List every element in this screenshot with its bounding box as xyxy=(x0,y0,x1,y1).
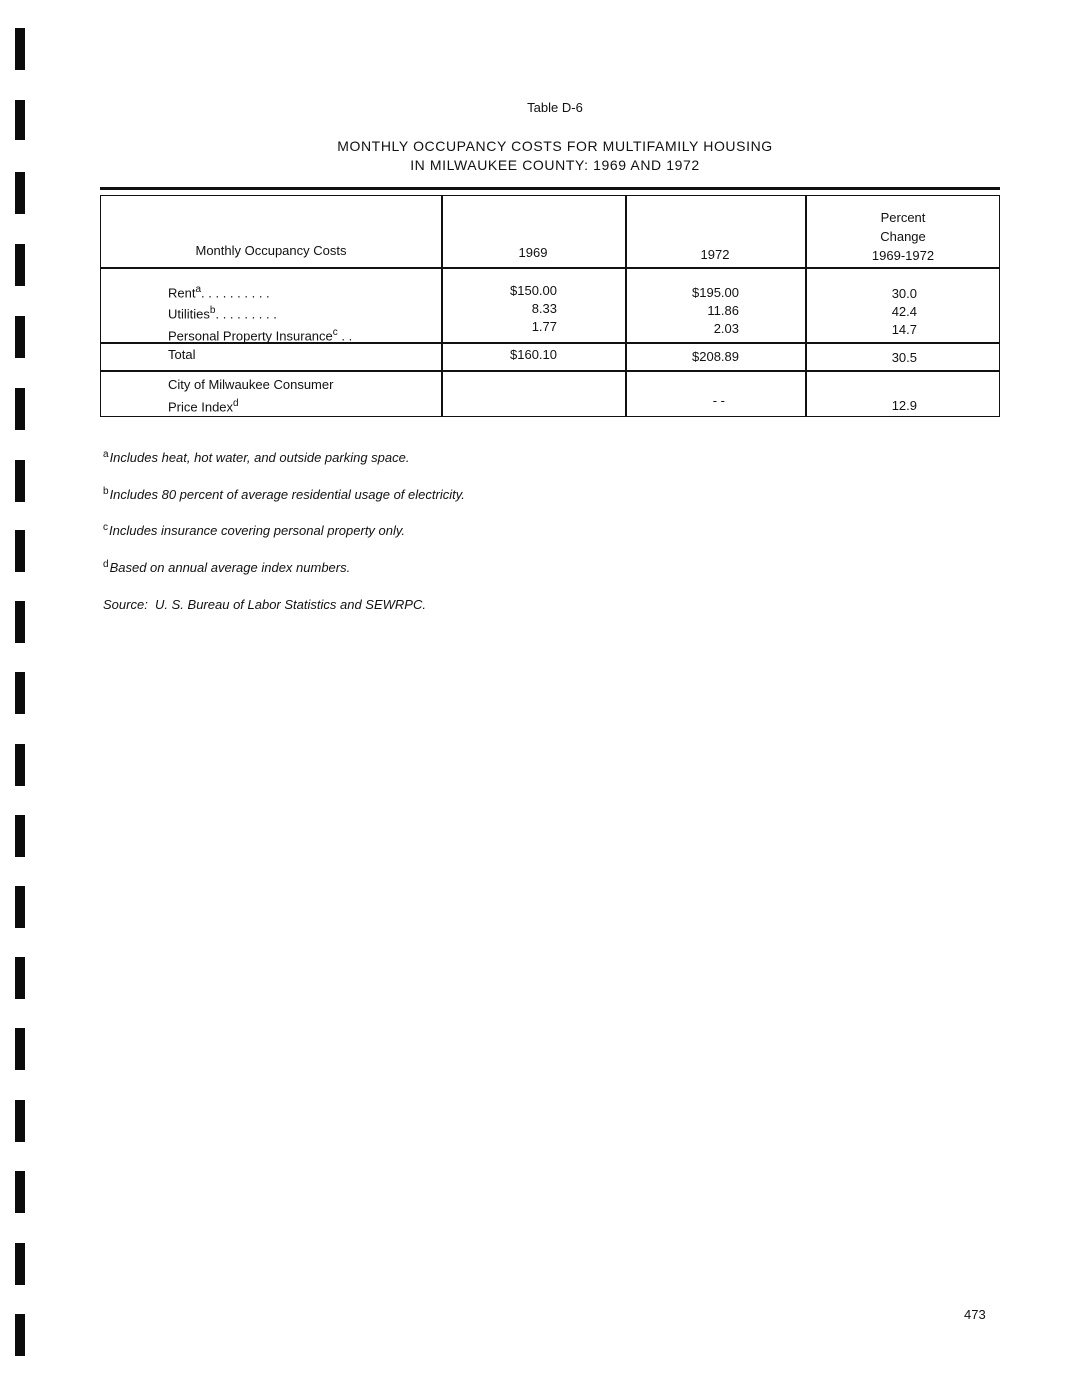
binding-mark xyxy=(15,1171,25,1213)
cpi-label-line-1: City of Milwaukee Consumer xyxy=(168,377,334,392)
binding-mark xyxy=(15,460,25,502)
footnote-a xyxy=(103,449,409,465)
binding-mark xyxy=(15,886,25,928)
dot-leader: . . xyxy=(337,327,353,343)
binding-mark xyxy=(15,815,25,857)
row-labels xyxy=(168,281,441,345)
footnote-b xyxy=(103,486,465,502)
binding-mark xyxy=(15,672,25,714)
header-years-line: 1969-1972 xyxy=(871,248,935,263)
table-label: Table D-6 xyxy=(527,100,583,115)
dot-leader: . . . . . . . . . xyxy=(215,306,277,322)
footnote-mark: a xyxy=(195,284,202,295)
value-1969: 1.77 xyxy=(531,319,557,334)
footnote-text: Includes 80 percent of average residential usage of electricity. xyxy=(109,487,465,502)
dot-leader: . . . . . . . . . . xyxy=(201,285,270,301)
header-stub: Monthly Occupancy Costs xyxy=(195,243,347,258)
total-percent: 30.5 xyxy=(891,350,917,365)
table-title-line-2: IN MILWAUKEE COUNTY: 1969 AND 1972 xyxy=(410,157,700,173)
binding-mark xyxy=(15,1243,25,1285)
binding-mark xyxy=(15,744,25,786)
total-divider-bottom xyxy=(101,370,999,372)
row-label-text: Personal Property Insurance xyxy=(168,327,333,343)
column-percent-values xyxy=(805,285,917,339)
binding-mark xyxy=(15,388,25,430)
footnote-text: Includes insurance covering personal property only. xyxy=(109,523,406,538)
footnote-mark: d xyxy=(103,559,109,570)
value-1972: 2.03 xyxy=(713,321,739,336)
value-1972: $195.00 xyxy=(692,285,739,300)
row-label-insurance xyxy=(168,324,441,345)
table-top-rule xyxy=(100,187,1000,190)
binding-mark xyxy=(15,172,25,214)
cpi-1972: - - xyxy=(712,393,725,408)
binding-mark xyxy=(15,530,25,572)
binding-mark xyxy=(15,244,25,286)
row-label-text: Rent xyxy=(168,285,196,301)
footnote-c xyxy=(103,522,405,538)
binding-mark xyxy=(15,957,25,999)
header-percent-change xyxy=(805,208,1001,265)
footnote-mark: b xyxy=(103,486,109,497)
column-1969-values xyxy=(441,282,557,336)
value-percent-change: 42.4 xyxy=(891,304,917,319)
binding-mark xyxy=(15,1314,25,1356)
row-label-text: Utilities xyxy=(168,306,210,322)
footnote-text: Includes heat, hot water, and outside parking space. xyxy=(109,450,410,465)
total-1969: $160.10 xyxy=(510,347,557,362)
value-percent-change: 14.7 xyxy=(891,322,917,337)
row-label-rent xyxy=(168,281,441,302)
cpi-percent: 12.9 xyxy=(891,398,917,413)
header-change-line: Change xyxy=(880,229,926,244)
footnote-mark: a xyxy=(103,449,109,460)
footnote-mark: d xyxy=(233,398,239,409)
cpi-label xyxy=(168,375,333,416)
binding-mark xyxy=(15,601,25,643)
binding-mark xyxy=(15,1100,25,1142)
footnote-mark: c xyxy=(332,326,338,338)
value-1969: 8.33 xyxy=(531,301,557,316)
row-label-utilities xyxy=(168,302,441,323)
source-note: Source: U. S. Bureau of Labor Statistics and SEWRPC. xyxy=(103,597,426,612)
binding-mark xyxy=(15,28,25,70)
footnote-text: Based on annual average index numbers. xyxy=(109,560,351,575)
value-1969: $150.00 xyxy=(510,283,557,298)
total-label: Total xyxy=(168,347,196,362)
header-1969: 1969 xyxy=(518,245,548,260)
page-number: 473 xyxy=(964,1307,986,1322)
occupancy-costs-table xyxy=(100,195,1000,417)
header-1972: 1972 xyxy=(700,247,730,262)
footnote-mark: b xyxy=(209,305,216,317)
table-title-line-1: MONTHLY OCCUPANCY COSTS FOR MULTIFAMILY HOUSING xyxy=(337,138,773,154)
footnote-mark: c xyxy=(103,522,108,533)
value-1972: 11.86 xyxy=(707,303,739,318)
total-1972: $208.89 xyxy=(692,349,739,364)
header-percent-line: Percent xyxy=(880,210,926,225)
value-percent-change: 30.0 xyxy=(891,286,917,301)
binding-mark xyxy=(15,316,25,358)
cpi-label-text: Price Index xyxy=(168,399,234,415)
column-1972-values xyxy=(625,284,739,338)
footnote-d xyxy=(103,559,350,575)
header-divider xyxy=(101,267,999,269)
binding-mark xyxy=(15,1028,25,1070)
cpi-label-line-2 xyxy=(168,394,333,416)
